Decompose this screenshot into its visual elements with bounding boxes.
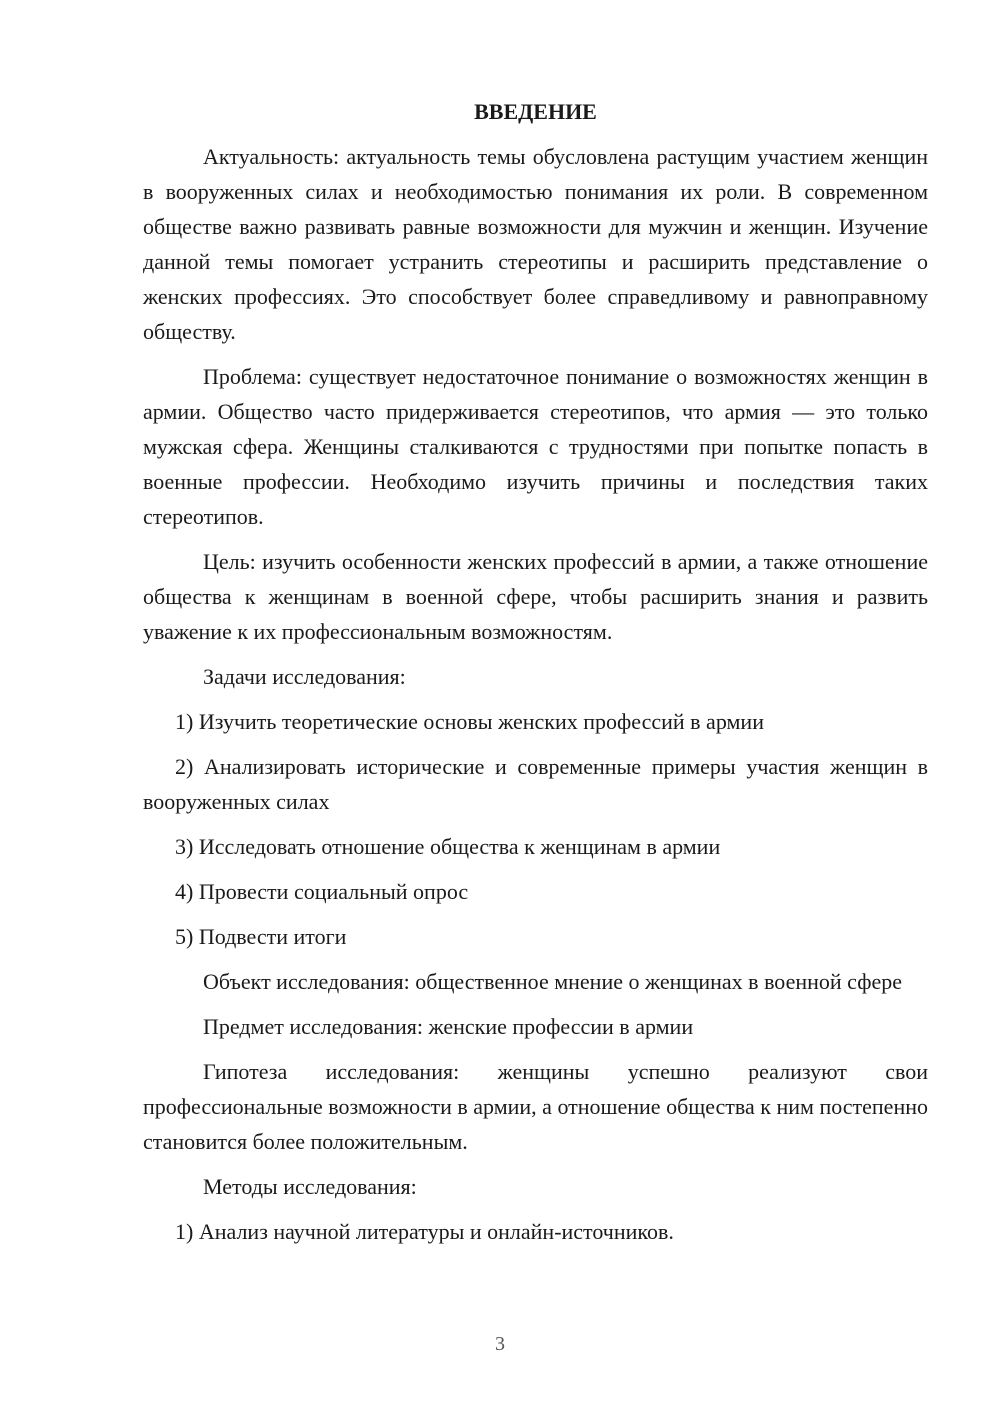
task-item: 3) Исследовать отношение общества к женщинам в армии xyxy=(175,834,721,859)
method-item: 1) Анализ научной литературы и онлайн-источников. xyxy=(175,1219,674,1244)
task-item: 2) Анализировать исторические и современные примеры участия женщин в вооруженных силах xyxy=(143,754,928,814)
task-item: 1) Изучить теоретические основы женских профессий в армии xyxy=(175,709,764,734)
problem-paragraph: Проблема: существует недостаточное понимание о возможностях женщин в армии. Общество часто придерживается стереотипов, что армия — это только мужская сфера. Женщины сталкиваются с трудностями при попытке попасть в военные профессии. Необходимо изучить причины и последствия таких стереотипов. xyxy=(143,364,928,529)
hypothesis-paragraph: Гипотеза исследования: женщины успешно реализуют свои профессиональные возможности в армии, а отношение общества к ним постепенно становится более положительным. xyxy=(143,1059,928,1154)
methods-heading: Методы исследования: xyxy=(203,1174,417,1199)
task-item: 4) Провести социальный опрос xyxy=(175,879,469,904)
goal-paragraph: Цель: изучить особенности женских профессий в армии, а также отношение общества к женщинам в военной сфере, чтобы расширить знания и развить уважение к их профессиональным возможностям. xyxy=(143,549,928,644)
subject-paragraph: Предмет исследования: женские профессии в армии xyxy=(203,1014,694,1039)
page-number: 3 xyxy=(495,1333,505,1355)
tasks-heading: Задачи исследования: xyxy=(203,664,406,689)
section-title: ВВЕДЕНИЕ xyxy=(474,99,597,124)
relevance-paragraph: Актуальность: актуальность темы обусловлена растущим участием женщин в вооруженных силах и необходимостью понимания их роли. В современном обществе важно развивать равные возможности для мужчин и женщин. Изучение данной темы помогает устранить стереотипы и расширить представление о женских профессиях. Это способствует более справедливому и равноправному обществу. xyxy=(143,144,928,344)
task-item: 5) Подвести итоги xyxy=(175,924,347,949)
object-paragraph: Объект исследования: общественное мнение о женщинах в военной сфере xyxy=(203,969,902,994)
document-page xyxy=(143,94,928,1259)
